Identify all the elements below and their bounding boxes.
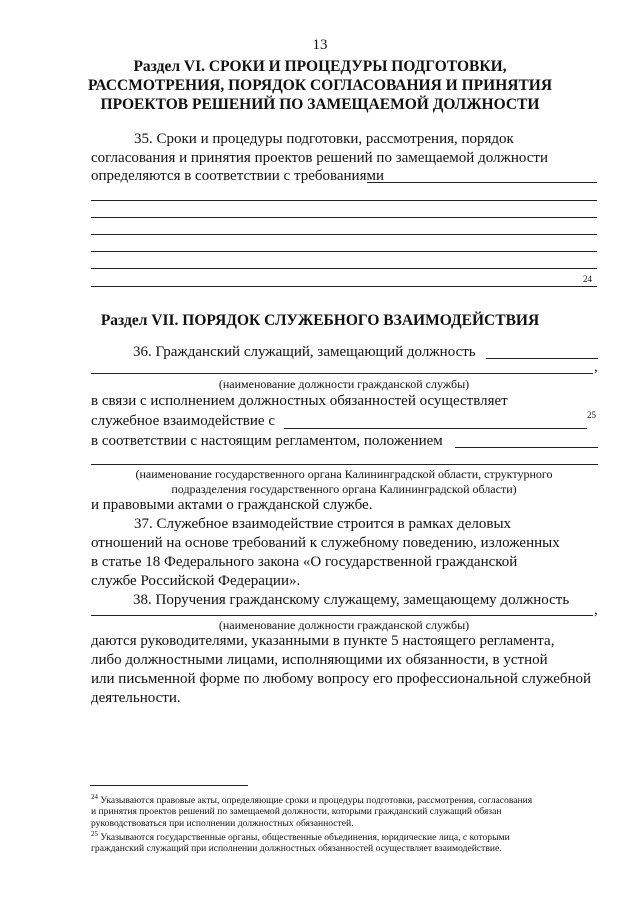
p36-line3: в связи с исполнением должностных обязанностей осуществляет: [91, 393, 508, 409]
section6-heading-line2: РАССМОТРЕНИЯ, ПОРЯДОК СОГЛАСОВАНИЯ И ПРИНЯТИЯ: [87, 77, 553, 94]
footnote-25-mark: 25: [91, 830, 98, 838]
footnote-25-line1: [91, 830, 510, 843]
blank-line: [367, 182, 597, 183]
blank-line: [91, 373, 593, 374]
page-number: 13: [312, 37, 328, 53]
p38-caption-position: (наименование должности гражданской службы): [218, 618, 470, 632]
blank-line: [91, 615, 593, 616]
section6-heading-line1: Раздел VI. СРОКИ И ПРОЦЕДУРЫ ПОДГОТОВКИ,: [133, 58, 507, 75]
blank-line: [91, 286, 597, 287]
p38-line4: или письменной форме по любому вопросу его профессиональной служебной: [91, 671, 592, 687]
blank-line: [91, 217, 597, 218]
footnote-24-line1: [91, 793, 532, 806]
p35-line2: согласования и принятия проектов решений по замещаемой должности: [91, 150, 549, 166]
footnote-ref-24: 24: [583, 274, 592, 284]
p38-line3: либо должностными лицами, исполняющими их обязанности, в устной: [91, 652, 548, 668]
p36-line1: 36. Гражданский служащий, замещающий должность: [133, 344, 476, 360]
p35-line1: 35. Сроки и процедуры подготовки, рассмотрения, порядок: [134, 131, 514, 147]
footnote-24-line3: руководствоваться при исполнении должностных обязанностей.: [91, 818, 354, 829]
blank-line: [455, 447, 598, 448]
p36-caption-organ-line2: подразделения государственного органа Калининградской области): [171, 482, 517, 496]
p38-line1: 38. Поручения гражданскому служащему, замещающему должность: [133, 592, 570, 608]
footnote-ref-25: 25: [587, 410, 596, 420]
blank-line: [284, 428, 587, 429]
p36-comma: ,: [594, 359, 598, 375]
footnote-25-line2: гражданский служащий при исполнении должностных обязанностей осуществляет взаимодействие.: [91, 843, 502, 854]
section7-heading: Раздел VII. ПОРЯДОК СЛУЖЕБНОГО ВЗАИМОДЕЙСТВИЯ: [100, 312, 540, 329]
footnote-25-text: Указываются государственные органы, общественные объединения, юридические лица, с которыми: [98, 832, 510, 844]
p36-line4: служебное взаимодействие с: [91, 413, 275, 429]
p35-line3: определяются в соответствии с требованиями: [91, 168, 385, 184]
section6-heading-line3: ПРОЕКТОВ РЕШЕНИЙ ПО ЗАМЕЩАЕМОЙ ДОЛЖНОСТИ: [100, 96, 540, 113]
p38-line5: деятельности.: [91, 690, 181, 706]
blank-line: [91, 464, 598, 465]
footnote-24-text: Указываются правовые акты, определяющие сроки и процедуры подготовки, рассмотрения, согласования: [98, 795, 533, 807]
blank-line: [91, 268, 597, 269]
p37-line2: отношений на основе требований к служебному поведению, изложенных: [91, 535, 560, 551]
blank-line: [91, 251, 597, 252]
p37-line1: 37. Служебное взаимодействие строится в рамках деловых: [134, 516, 512, 532]
footnote-24-line2: и принятия проектов решений по замещаемой должности, которыми гражданский служащий обязан: [91, 806, 502, 817]
footnote-24-mark: 24: [91, 793, 98, 801]
p38-line2: даются руководителями, указанными в пункте 5 настоящего регламента,: [91, 633, 555, 649]
p36-caption-position: (наименование должности гражданской службы): [218, 377, 470, 391]
p38-comma: ,: [594, 602, 598, 618]
p36-line6: и правовыми актами о гражданской службе.: [91, 497, 373, 513]
blank-line: [91, 234, 597, 235]
p36-line5: в соответствии с настоящим регламентом, положением: [91, 433, 443, 449]
footnote-separator: [90, 785, 248, 786]
p37-line3: в статье 18 Федерального закона «О государственной гражданской: [91, 554, 518, 570]
blank-line: [486, 358, 598, 359]
p37-line4: службе Российской Федерации».: [91, 573, 301, 589]
blank-line: [91, 200, 597, 201]
p36-caption-organ-line1: (наименование государственного органа Калининградской области, структурного: [135, 467, 553, 481]
